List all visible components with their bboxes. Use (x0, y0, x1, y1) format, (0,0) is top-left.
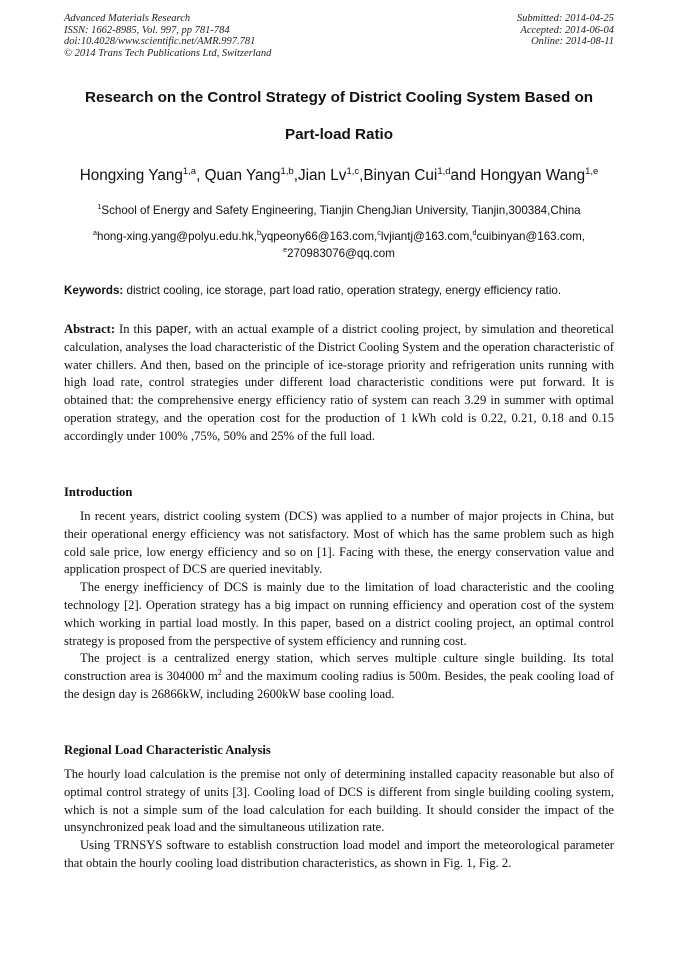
introduction-paragraph-3 (64, 650, 614, 703)
journal-issn: ISSN: 1662-8985, Vol. 997, pp 781-784 (64, 24, 230, 36)
intro-p3-start: The project is a centralized energy station, which serves multiple culture single building. Its total construction area is 304000 m (64, 651, 614, 684)
introduction-heading: Introduction (64, 485, 133, 499)
submitted-date: Submitted: 2014-04-25 (516, 13, 614, 24)
author-name: Jian Lv (297, 167, 347, 184)
online-date: Online: 2014-08-11 (531, 36, 614, 48)
regional-paragraph-2: Using TRNSYS software to establish construction load model and import the meteorological parameter that obtain the hourly cooling load distribution characteristics, as shown in Fig. 1, Fig. 2. (64, 838, 614, 870)
affiliation-sup: 1 (97, 202, 102, 212)
author-affil-sup: 1,e (585, 165, 599, 177)
author-name: Quan Yang (204, 167, 281, 184)
abstract (64, 321, 614, 446)
author-name: Hongxing Yang (79, 167, 183, 184)
regional-load-body (64, 766, 614, 873)
abstract-label: Abstract: (64, 322, 116, 336)
author-separator: , (293, 167, 298, 184)
author-affil-sup: 1,b (280, 165, 294, 177)
email-address: cuibinyan@163.com, (476, 230, 585, 243)
paper-title-line-1: Research on the Control Strategy of District Cooling System Based on (84, 89, 594, 106)
journal-name: Advanced Materials Research (64, 13, 191, 24)
email-address: lvjiantj@163.com, (380, 230, 473, 243)
email-sup: b (257, 228, 262, 238)
email-sup: e (283, 245, 288, 255)
publication-dates (517, 13, 614, 48)
email-sup: c (377, 228, 381, 238)
keywords (64, 284, 614, 297)
keywords-text: district cooling, ice storage, part load ratio, operation strategy, energy efficiency ratio. (123, 284, 562, 297)
accepted-date: Accepted: 2014-06-04 (520, 24, 614, 36)
affiliation (30, 204, 648, 217)
introduction-body (64, 508, 614, 704)
area-unit-sup: 2 (217, 667, 222, 677)
paper-title-line-2: Part-load Ratio (284, 126, 393, 143)
author-name: Hongyan Wang (480, 167, 586, 184)
email-address: 270983076@qq.com (287, 247, 395, 260)
regional-paragraph-1: The hourly load calculation is the premise not only of determining installed capacity reasonable but also of optimal control strategy of units [3]. Cooling load of DCS is different from single building cooling system, which is not a simple sum of the load calculation for each building. It should consider the impact of the unsynchronized peak load and the simultaneous utilization rate. (64, 767, 614, 835)
author-separator: , (359, 167, 364, 184)
affiliation-text: School of Energy and Safety Engineering, Tianjin ChengJian University, Tianjin,300384,China (101, 204, 581, 217)
author-separator: , (196, 167, 205, 184)
journal-copyright: © 2014 Trans Tech Publications Ltd, Switzerland (64, 47, 272, 59)
author-name: Binyan Cui (363, 167, 438, 184)
intro-p3-end: and the maximum cooling radius is 500m. Besides, the peak cooling load of the design day is 26866kW, including 2600kW base cooling load. (64, 669, 614, 701)
abstract-text: , with an actual example of a district cooling project, by simulation and theoretical calculation, analyses the load characteristic of the District Cooling System and the operation characteristic of water chillers. And then, based on the principle of ice-storage priority and refrigeration units running with high load rate, control strategies under different load characteristic conditions were put forward. It is obtained that: the comprehensive energy efficiency ratio of system can reach 3.29 in summer with optimal operation strategy, and the operation cost for the production of 1 kWh cold is 0.22, 0.21, 0.18 and 0.15 accordingly under 100% ,75%, 50% and 25% of the full load. (64, 322, 614, 443)
email-sup: a (93, 228, 98, 238)
email-address: yqpeony66@163.com, (261, 230, 378, 243)
author-separator: and (450, 167, 481, 184)
author-affil-sup: 1,a (182, 165, 197, 177)
journal-info (64, 13, 271, 59)
introduction-paragraph-2: The energy inefficiency of DCS is mainly due to the limitation of load characteristic and the cooling technology [2]. Operation strategy has a big impact on running efficiency and operation cost of the system which working in partial load mostly. In this paper, based on a district cooling project, an optimal control strategy is proposed from the perspective of system efficiency and running cost. (64, 580, 614, 648)
regional-load-heading: Regional Load Characteristic Analysis (64, 743, 271, 757)
author-affil-sup: 1,c (346, 165, 360, 177)
keywords-label: Keywords: (64, 284, 124, 297)
author-affil-sup: 1,d (437, 165, 451, 177)
author-emails (40, 228, 638, 262)
author-list (30, 167, 648, 185)
abstract-pre: In this (115, 322, 156, 336)
abstract-paper-word: paper (155, 322, 188, 336)
introduction-paragraph-1: In recent years, district cooling system (DCS) was applied to a number of major projects in China, but their operational energy efficiency was not satisfactory. Most of which has the same problem such as high cold sale price, low energy efficiency and so on [1]. Facing with these, the energy conservation value and application prospect of DCS are queried inevitably. (64, 509, 614, 577)
journal-doi: doi:10.4028/www.scientific.net/AMR.997.781 (64, 36, 256, 48)
email-sup: d (472, 228, 477, 238)
email-address: hong-xing.yang@polyu.edu.hk, (97, 230, 258, 243)
